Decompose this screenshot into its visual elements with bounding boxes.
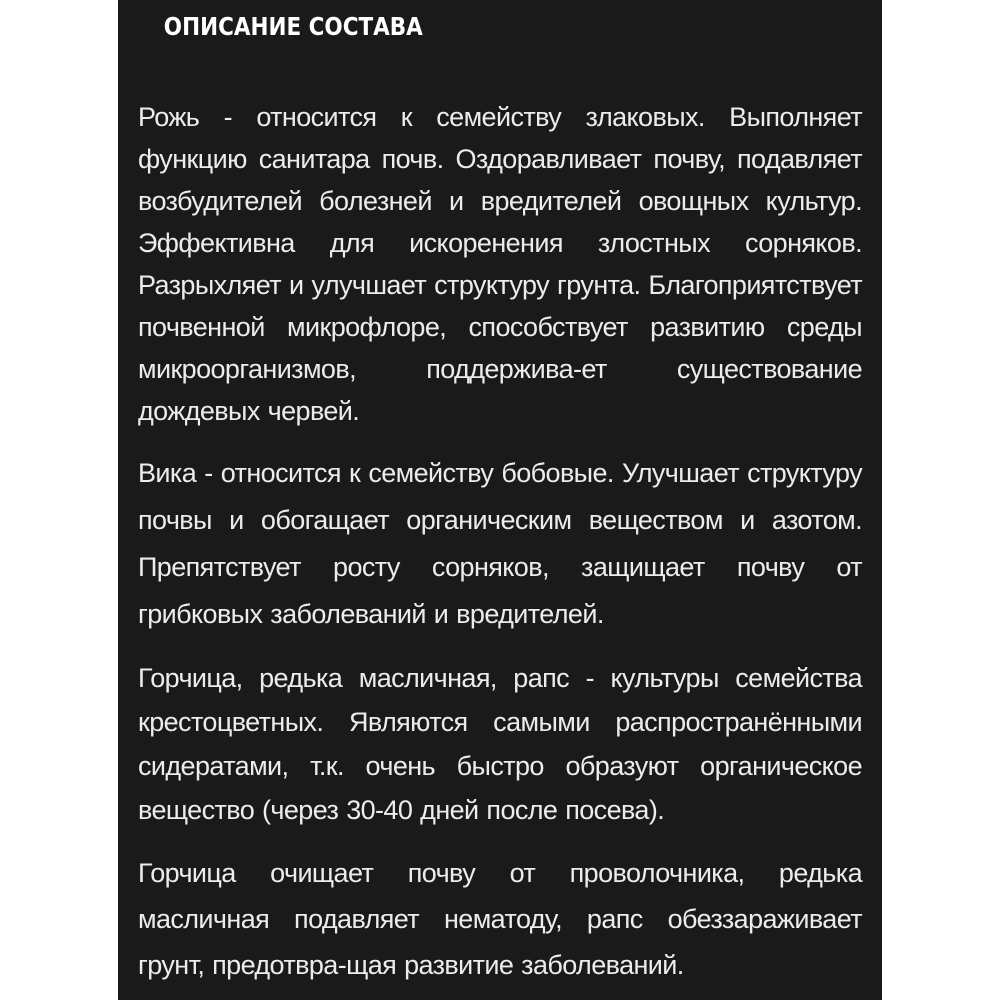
paragraph-pest-control: Горчица очищает почву от проволочника, редька масличная подавляет нематоду, рапс обеззараживает грунт, предотвра-щая развитие заболеваний. xyxy=(138,858,862,980)
paragraph-crucifers: Горчица, редька масличная, рапс - культуры семейства крестоцветных. Являются самыми распространёнными сидератами, т.к. очень быстро образуют органическое вещество (через 30-40 дней после посева). xyxy=(138,663,862,825)
paragraph-vetch: Вика - относится к семейству бобовые. Улучшает структуру почвы и обогащает органическим веществом и азотом. Препятствует росту сорняков, защищает почву от грибковых заболеваний и вредителей. xyxy=(138,458,862,629)
composition-card xyxy=(118,0,882,1000)
document-body xyxy=(138,96,862,988)
document-title: ОПИСАНИЕ СОСТАВА xyxy=(163,12,423,41)
paragraph-rye: Рожь - относится к семейству злаковых. Выполняет функцию санитара почв. Оздоравливает почву, подавляет возбудителей болезней и вредителей овощных культур. Эффективна для искоренения злостных сорняков. Разрыхляет и улучшает структуру грунта. Благоприятствует почвенной микрофлоре, способствует развитию среды микроорганизмов, поддержива-ет существование дождевых червей. xyxy=(138,102,862,426)
